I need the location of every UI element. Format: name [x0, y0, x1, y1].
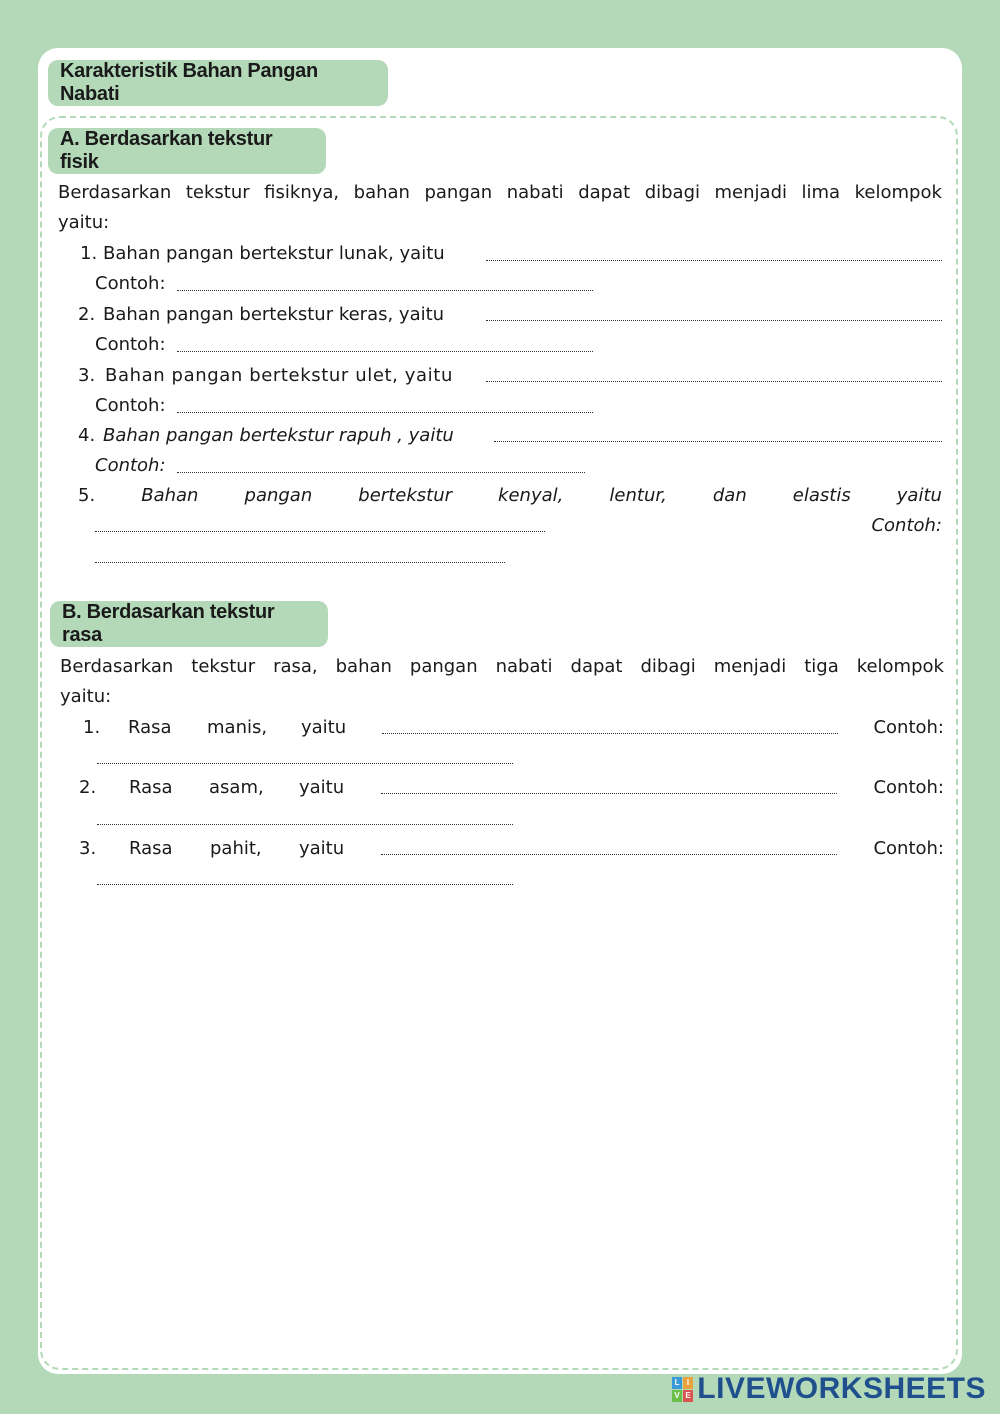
a-item-5-number: 5.: [78, 485, 96, 506]
section-a-heading: A. Berdasarkan tekstur fisik: [48, 128, 326, 174]
b-item-3-word1: Rasa: [129, 838, 173, 859]
mark-letter: E: [683, 1390, 693, 1402]
b-item-2-word3: yaitu: [299, 777, 345, 798]
a-item-5-line: [78, 481, 942, 511]
a-item-1-example-label: Contoh:: [95, 273, 166, 294]
section-b-intro-line1: [60, 652, 944, 682]
word: bahan: [335, 656, 392, 677]
brand-text: LIVEWORKSHEETS: [697, 1372, 986, 1405]
word: menjadi: [714, 182, 787, 203]
mark-letter: I: [683, 1377, 693, 1389]
worksheet-title: Karakteristik Bahan Pangan Nabati: [48, 60, 388, 106]
word: dapat: [570, 656, 623, 677]
word: kelompok: [854, 182, 942, 203]
a-item-2-text: Bahan pangan bertekstur keras, yaitu: [103, 304, 445, 325]
word: lentur,: [609, 485, 667, 506]
b-item-3-word3: yaitu: [299, 838, 345, 859]
a-item-4-answer-blank[interactable]: [494, 441, 942, 442]
a-item-5-example-blank[interactable]: [95, 562, 505, 563]
word: dibagi: [644, 182, 700, 203]
a-item-3-text: Bahan pangan bertekstur ulet, yaitu: [105, 365, 453, 386]
word: fisiknya,: [264, 182, 340, 203]
a-item-1-number: 1.: [80, 243, 98, 264]
mark-letter: V: [672, 1390, 682, 1402]
word: pangan: [424, 182, 493, 203]
a-item-2-example-blank[interactable]: [177, 351, 593, 352]
word: Bahan: [141, 485, 199, 506]
word: bahan: [353, 182, 410, 203]
word: dibagi: [640, 656, 696, 677]
section-b-intro-line2: yaitu:: [60, 686, 112, 707]
a-item-3-example-blank[interactable]: [177, 412, 593, 413]
b-item-2-example-label: Contoh:: [873, 777, 944, 798]
word: tiga: [804, 656, 839, 677]
a-item-4-example-blank[interactable]: [177, 472, 585, 473]
a-item-2-answer-blank[interactable]: [486, 320, 942, 321]
word: nabati: [495, 656, 553, 677]
word: dapat: [578, 182, 631, 203]
liveworksheets-logo: [672, 1372, 986, 1406]
b-item-2-word2: asam,: [209, 777, 264, 798]
word: rasa,: [273, 656, 318, 677]
section-a-intro-line1: [58, 178, 942, 208]
section-a-intro-line2: yaitu:: [58, 212, 110, 233]
word: yaitu: [896, 485, 942, 506]
b-item-3-example-label: Contoh:: [873, 838, 944, 859]
b-item-1-answer-blank[interactable]: [382, 733, 838, 734]
a-item-2-number: 2.: [78, 304, 96, 325]
word: menjadi: [713, 656, 787, 677]
b-item-2-answer-blank[interactable]: [381, 793, 837, 794]
word: nabati: [506, 182, 564, 203]
b-item-1-word1: Rasa: [128, 717, 172, 738]
a-item-4-number: 4.: [78, 425, 96, 446]
word: Berdasarkan: [60, 656, 174, 677]
b-item-2-number: 2.: [79, 777, 97, 798]
word: Berdasarkan: [58, 182, 172, 203]
a-item-1-answer-blank[interactable]: [486, 260, 942, 261]
mark-letter: L: [672, 1377, 682, 1389]
b-item-1-word3: yaitu: [301, 717, 347, 738]
word: tekstur: [185, 182, 250, 203]
a-item-3-answer-blank[interactable]: [486, 381, 942, 382]
a-item-1-example-blank[interactable]: [177, 290, 593, 291]
b-item-3-example-blank[interactable]: [97, 884, 513, 885]
b-item-1-number: 1.: [83, 717, 101, 738]
word: lima: [801, 182, 841, 203]
b-item-1-example-blank[interactable]: [97, 763, 513, 764]
a-item-4-example-label: Contoh:: [95, 455, 166, 476]
a-item-2-example-label: Contoh:: [95, 334, 166, 355]
word: pangan: [409, 656, 478, 677]
a-item-5-answer-blank[interactable]: [95, 531, 545, 532]
b-item-1-example-label: Contoh:: [873, 717, 944, 738]
a-item-1-text: Bahan pangan bertekstur lunak, yaitu: [103, 243, 445, 264]
word: kenyal,: [498, 485, 564, 506]
word: tekstur: [191, 656, 256, 677]
b-item-2-example-blank[interactable]: [97, 824, 513, 825]
a-item-3-example-label: Contoh:: [95, 395, 166, 416]
a-item-5-example-label: Contoh:: [871, 515, 942, 536]
word: bertekstur: [358, 485, 452, 506]
word: dan: [712, 485, 747, 506]
word: kelompok: [856, 656, 944, 677]
section-b-heading: B. Berdasarkan tekstur rasa: [50, 601, 328, 647]
b-item-3-answer-blank[interactable]: [381, 854, 837, 855]
word: pangan: [244, 485, 313, 506]
b-item-3-number: 3.: [79, 838, 97, 859]
word: elastis: [792, 485, 851, 506]
b-item-3-word2: pahit,: [210, 838, 262, 859]
liveworksheets-mark-icon: [672, 1377, 693, 1402]
b-item-2-word1: Rasa: [129, 777, 173, 798]
b-item-1-word2: manis,: [207, 717, 268, 738]
a-item-3-number: 3.: [78, 365, 96, 386]
a-item-4-text: Bahan pangan bertekstur rapuh , yaitu: [103, 425, 454, 446]
